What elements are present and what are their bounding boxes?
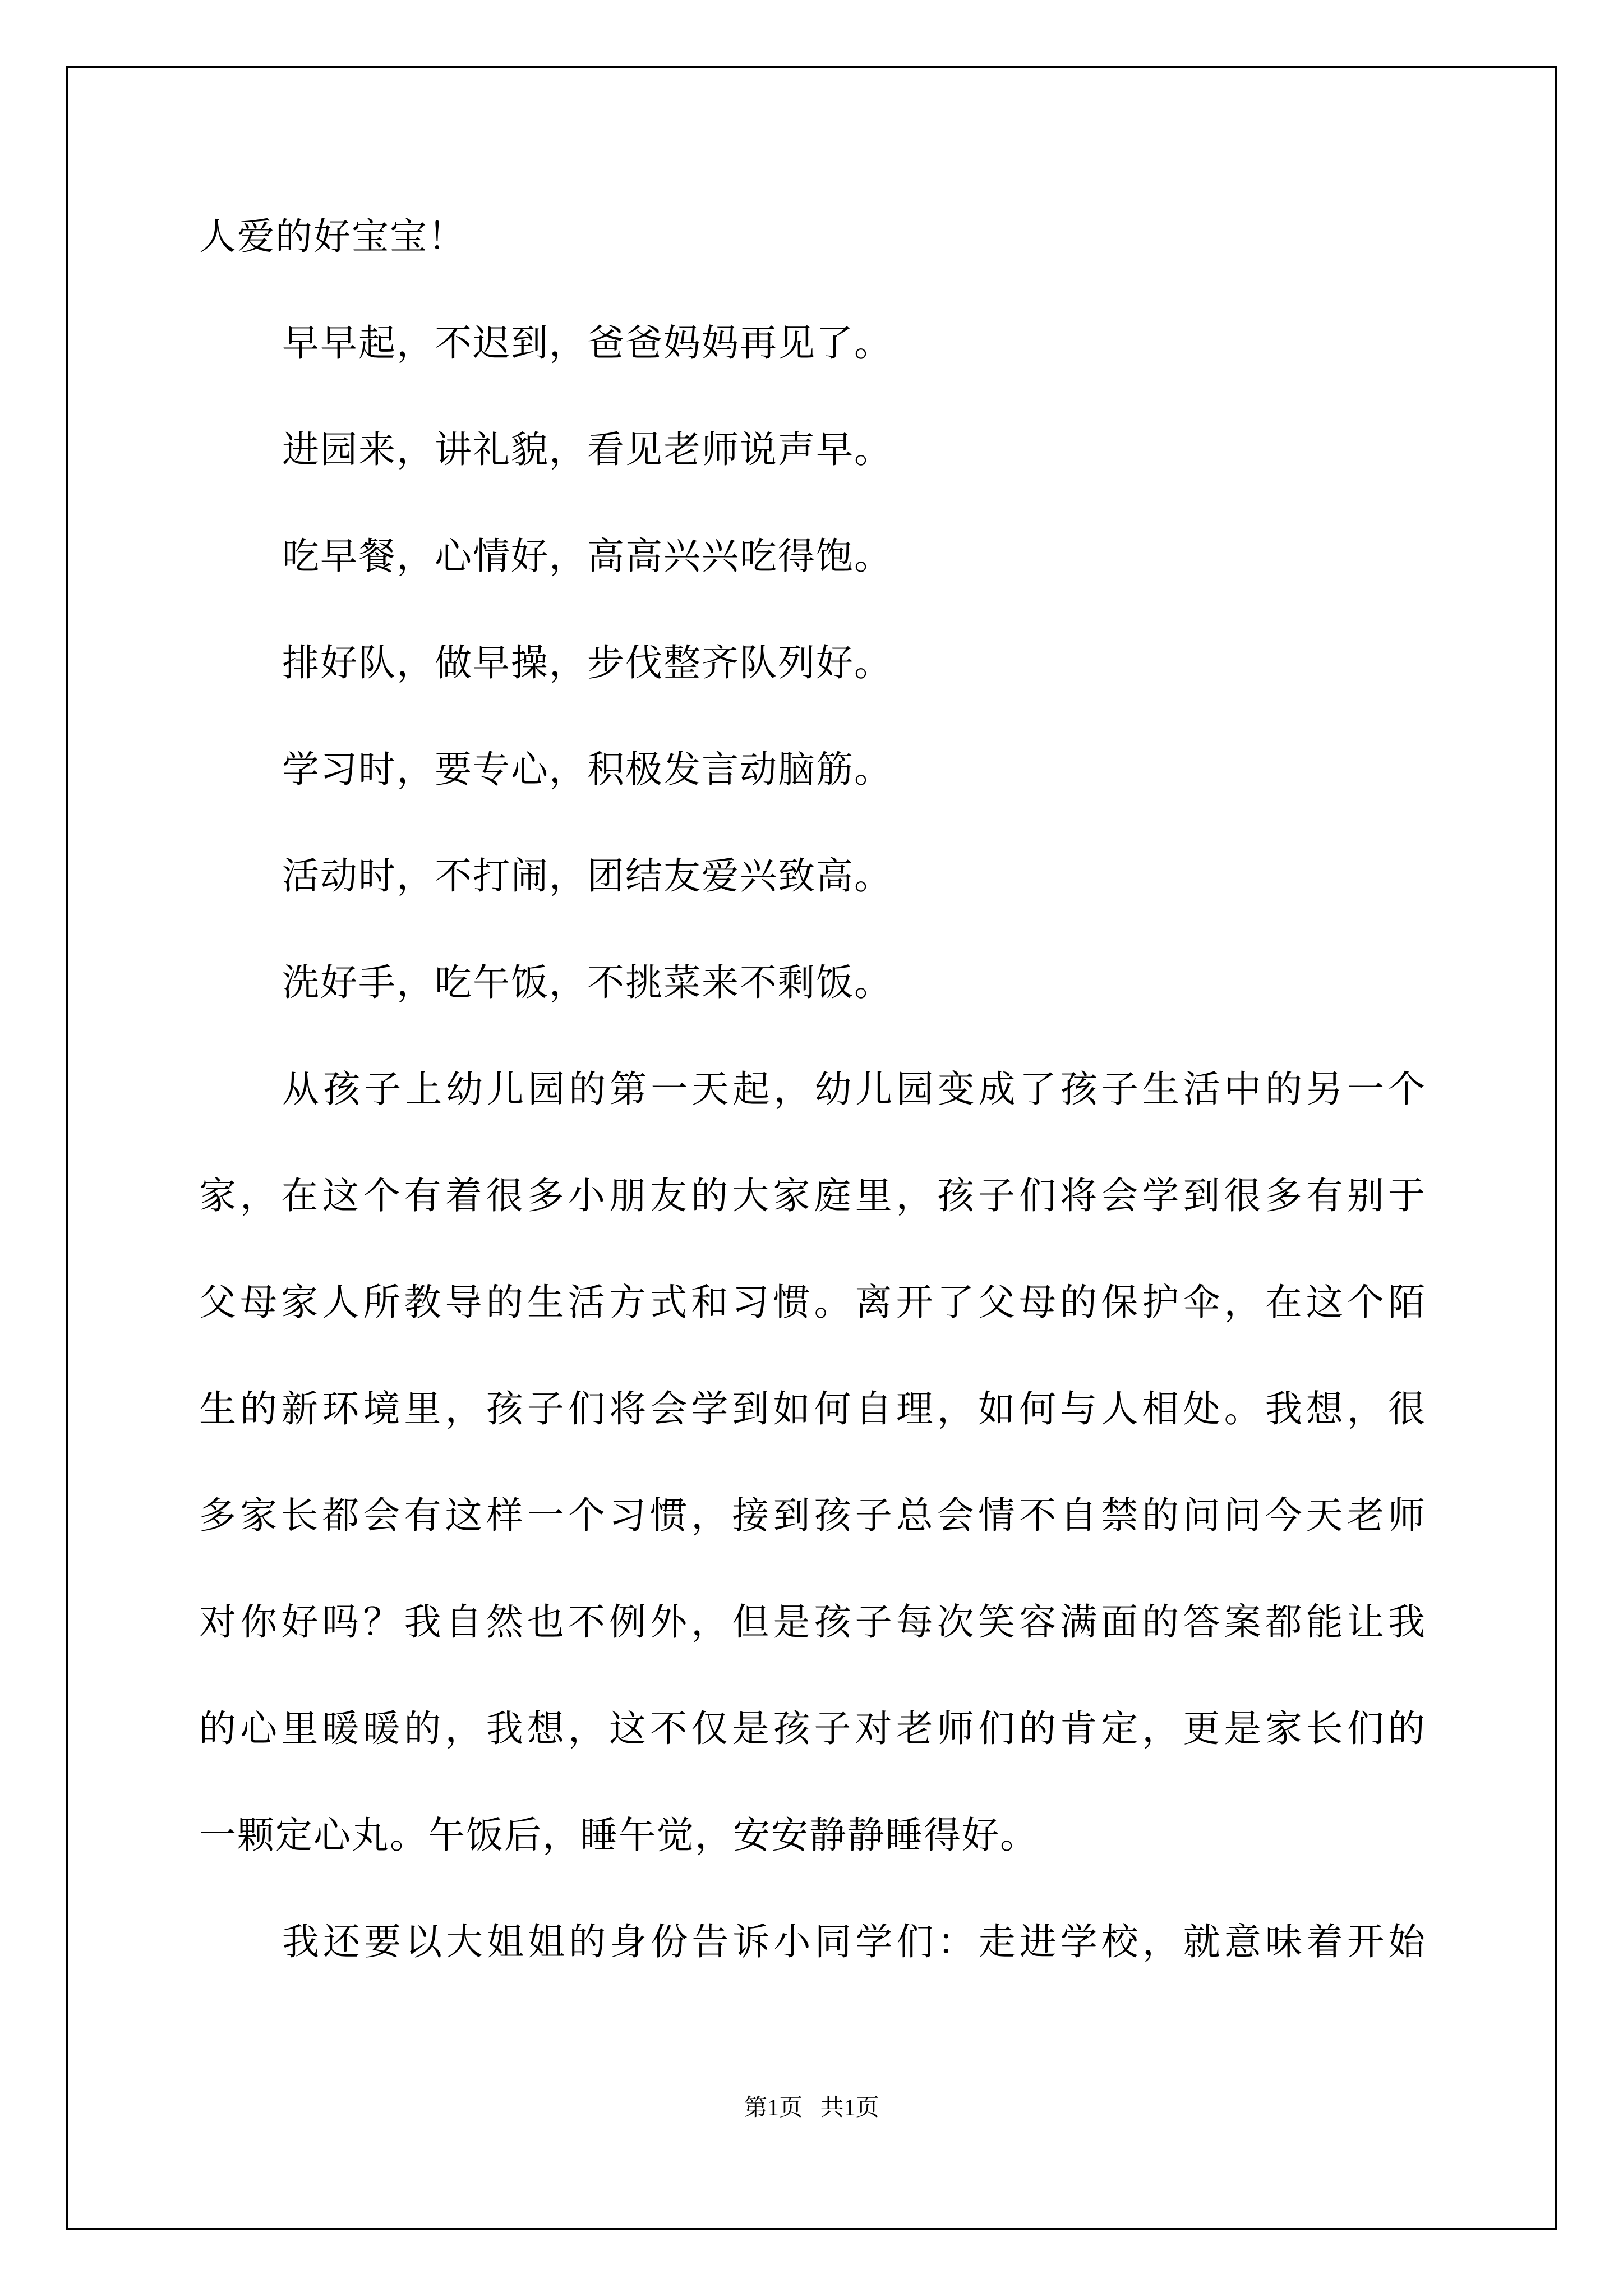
text-line: 吃早餐，心情好，高高兴兴吃得饱。 <box>282 535 892 578</box>
text-line: 早早起，不迟到，爸爸妈妈再见了。 <box>282 321 892 365</box>
text-line: 从孩子上幼儿园的第一天起，幼儿园变成了孩子生活中的另一个 <box>282 1068 1426 1111</box>
text-line: 生的新环境里，孩子们将会学到如何自理，如何与人相处。我想，很 <box>199 1387 1426 1430</box>
text-line: 父母家人所教导的生活方式和习惯。离开了父母的保护伞，在这个陌 <box>199 1281 1426 1324</box>
page-border <box>66 66 1557 2230</box>
text-line: 多家长都会有这样一个习惯，接到孩子总会情不自禁的问问今天老师 <box>199 1494 1426 1537</box>
text-line: 我还要以大姐姐的身份告诉小同学们：走进学校，就意味着开始 <box>282 1920 1426 1963</box>
text-line: 家，在这个有着很多小朋友的大家庭里，孩子们将会学到很多有别于 <box>199 1174 1426 1217</box>
text-line: 排好队，做早操，步伐整齐队列好。 <box>282 641 892 684</box>
text-line: 学习时，要专心，积极发言动脑筋。 <box>282 748 892 791</box>
text-line: 活动时，不打闹，团结友爱兴致高。 <box>282 854 892 898</box>
page-number-footer: 第1页 共1页 <box>744 2095 879 2121</box>
text-line: 对你好吗？我自然也不例外，但是孩子每次笑容满面的答案都能让我 <box>199 1600 1426 1644</box>
text-line: 进园来，讲礼貌，看见老师说声早。 <box>282 428 892 471</box>
text-line: 洗好手，吃午饭，不挑菜来不剩饭。 <box>282 961 892 1004</box>
text-line: 一颗定心丸。午饭后，睡午觉，安安静静睡得好。 <box>199 1814 1038 1857</box>
text-line: 的心里暖暖的，我想，这不仅是孩子对老师们的肯定，更是家长们的 <box>199 1707 1426 1750</box>
text-line: 人爱的好宝宝！ <box>199 215 466 258</box>
